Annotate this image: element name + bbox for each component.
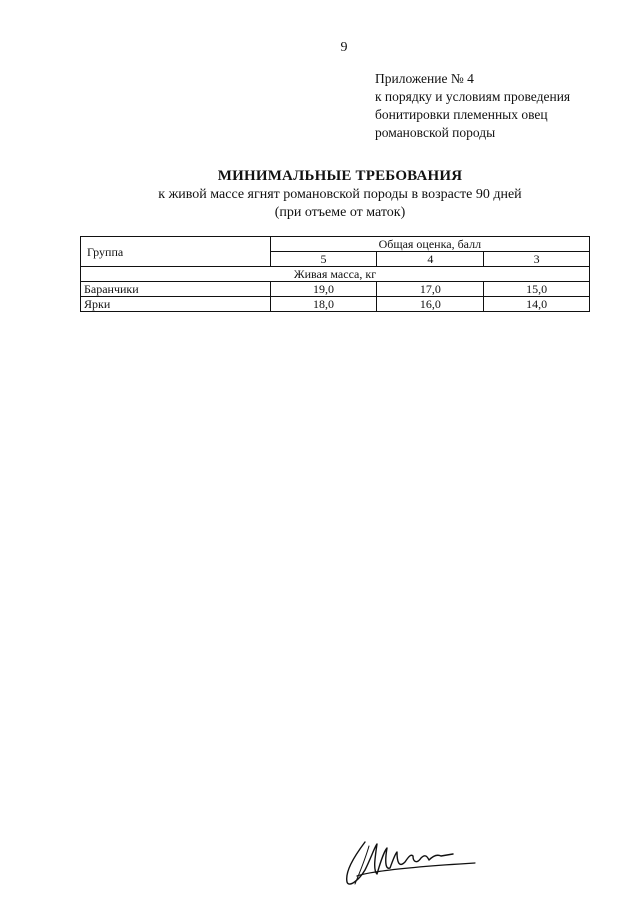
page-number: 9 [340,40,348,55]
score-3-cell: 3 [484,252,590,267]
row-group-cell: Баранчики [81,282,271,297]
table-header-row [81,237,590,252]
group-header-cell: Группа [81,237,271,267]
signature-image [335,830,485,890]
row-value-cell: 16,0 [377,297,484,312]
row-value-cell: 18,0 [270,297,377,312]
document-title: МИНИМАЛЬНЫЕ ТРЕБОВАНИЯ [217,168,463,184]
appendix-note [375,70,615,142]
mass-header-cell: Живая масса, кг [81,267,590,282]
row-group-cell: Ярки [81,297,271,312]
score-header-cell: Общая оценка, балл [270,237,589,252]
mass-header-row [81,267,590,282]
document-subtitle-2: (при отъеме от маток) [274,205,406,220]
row-value-cell: 15,0 [484,282,590,297]
row-value-cell: 14,0 [484,297,590,312]
requirements-table [80,236,590,312]
table-row [81,297,590,312]
appendix-line-2: к порядку и условиям проведения [375,89,571,104]
appendix-line-3: бонитировки племенных овец [375,107,548,122]
row-value-cell: 17,0 [377,282,484,297]
appendix-line-4: романовской породы [375,125,496,140]
document-subtitle-1: к живой массе ягнят романовской породы в возрасте 90 дней [158,187,522,202]
row-value-cell: 19,0 [270,282,377,297]
score-4-cell: 4 [377,252,484,267]
table-row [81,282,590,297]
appendix-line-1: Приложение № 4 [375,71,474,86]
heading-block [80,167,600,222]
score-5-cell: 5 [270,252,377,267]
